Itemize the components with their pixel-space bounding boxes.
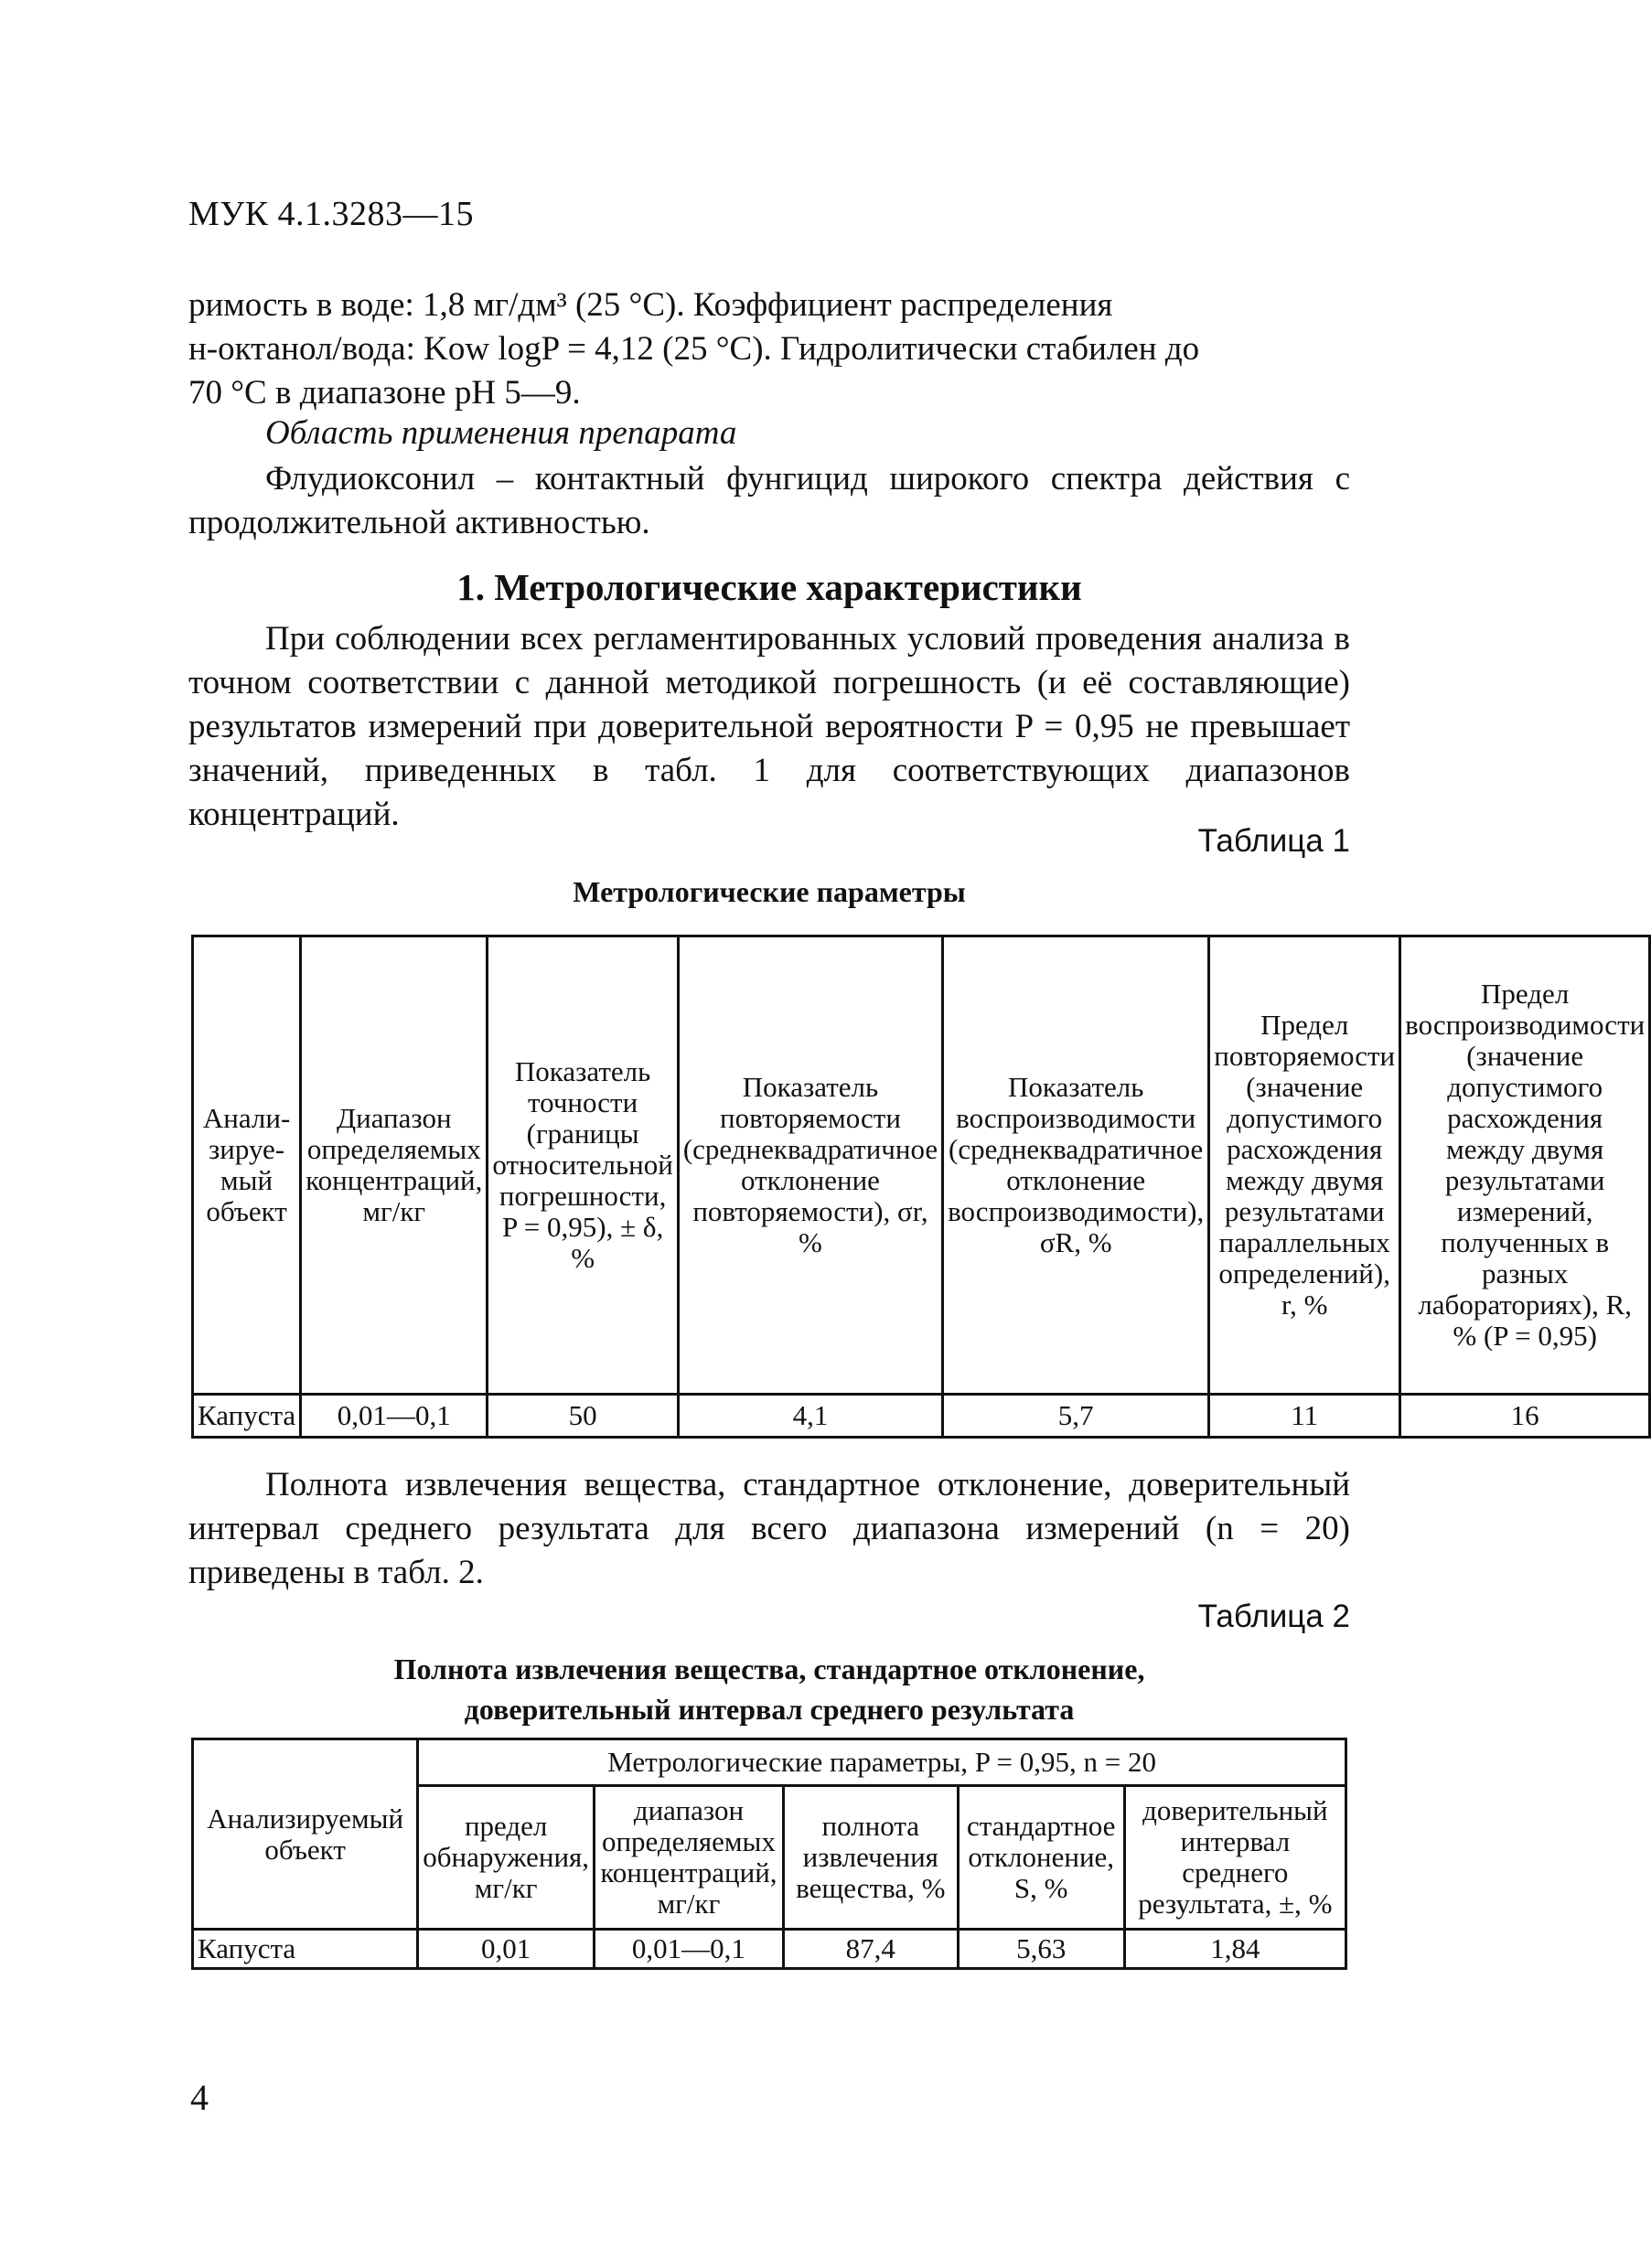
table-row [193, 1930, 1346, 1969]
table-cell: 0,01—0,1 [301, 1395, 488, 1438]
metrology-table [191, 935, 1651, 1439]
table-header-cell: диапазон определяемых концентраций, мг/кг [595, 1786, 784, 1930]
table-cell: Капуста [193, 1395, 301, 1438]
page-number: 4 [190, 2077, 209, 2118]
table1-title: Метрологические параметры [573, 875, 966, 908]
section-text: При соблюдении всех регламентированных условий проведения анализа в точном соответствии с данной методикой погрешность (и её составляющие) результатов измерений при доверительной вероятности P = 0,95 не превышает значений, приведенных в табл. 1 для соответствующих диапазонов концентраций. [188, 620, 1350, 833]
table-header-cell: предел обнаружения, мг/кг [418, 1786, 595, 1930]
table-header-cell: полнота извлечения вещества, % [783, 1786, 958, 1930]
recovery-paragraph: Полнота извлечения вещества, стандартное отклонение, доверительный интервал среднего результата для всего диапазона измерений (n = 20) приведены в табл. 2. [188, 1466, 1350, 1591]
table2-label: Таблица 2 [1197, 1599, 1350, 1634]
table-header-cell: Показатель точности (границы относительной погрешности, P = 0,95), ± δ, % [488, 936, 678, 1395]
table-cell: 87,4 [783, 1930, 958, 1969]
application-text: Флудиоксонил – контактный фунгицид широкого спектра действия с продолжительной активностью. [188, 460, 1350, 541]
intro-line-1: римость в воде: 1,8 мг/дм³ (25 °C). Коэффициент распределения [188, 286, 1113, 324]
table-cell: 0,01 [418, 1930, 595, 1969]
table-group-header: Метрологические параметры, P = 0,95, n = 20 [418, 1739, 1346, 1786]
intro-line-3: 70 °C в диапазоне pH 5—9. [188, 374, 581, 412]
table2-title [188, 1649, 1350, 1729]
table-cell: 50 [488, 1395, 678, 1438]
table-header-cell: Предел воспроизводимости (значение допустимого расхождения между двумя результатами измерений, полученных в разных лабораториях), R, % (P = 0,95) [1400, 936, 1650, 1395]
application-heading: Область применения препарата [265, 414, 737, 452]
intro-line-2: н-октанол/вода: Kow logP = 4,12 (25 °C). Гидролитически стабилен до [188, 330, 1200, 368]
intro-paragraph [188, 284, 1350, 415]
table-header-cell: Показатель повторяемости (среднеквадратичное отклонение повторяемости), σr, % [678, 936, 942, 1395]
table-group-header-row [193, 1739, 1346, 1786]
table-cell: 5,7 [943, 1395, 1209, 1438]
table-header-cell: Показатель воспроизводимости (среднеквадратичное отклонение воспроизводимости), σR, % [943, 936, 1209, 1395]
table-cell: 5,63 [958, 1930, 1124, 1969]
section-heading: 1. Метрологические характеристики [456, 566, 1082, 608]
recovery-table [191, 1738, 1347, 1970]
table2-title-line-2: доверительный интервал среднего результата [464, 1693, 1075, 1726]
document-code-header: МУК 4.1.3283—15 [188, 195, 475, 233]
table-header-cell: Диапазон определяемых концентраций, мг/кг [301, 936, 488, 1395]
table-cell: 16 [1400, 1395, 1650, 1438]
table-header-cell: Анализируемый объект [193, 1739, 418, 1930]
table2-title-line-1: Полнота извлечения вещества, стандартное отклонение, [393, 1653, 1145, 1685]
table-header-cell: доверительный интервал среднего результата, ±, % [1124, 1786, 1345, 1930]
table-cell: 4,1 [678, 1395, 942, 1438]
table-header-cell: Анали-зируе-мый объект [193, 936, 301, 1395]
table1-label: Таблица 1 [1197, 823, 1350, 859]
table-cell: Капуста [193, 1930, 418, 1969]
table-cell: 1,84 [1124, 1930, 1345, 1969]
table-cell: 0,01—0,1 [595, 1930, 784, 1969]
table-header-row [193, 936, 1650, 1395]
table-cell: 11 [1209, 1395, 1400, 1438]
table-row [193, 1395, 1650, 1438]
table-header-cell: Предел повторяемости (значение допустимого расхождения между двумя результатами параллельных определений), r, % [1209, 936, 1400, 1395]
table-header-cell: стандартное отклонение, S, % [958, 1786, 1124, 1930]
